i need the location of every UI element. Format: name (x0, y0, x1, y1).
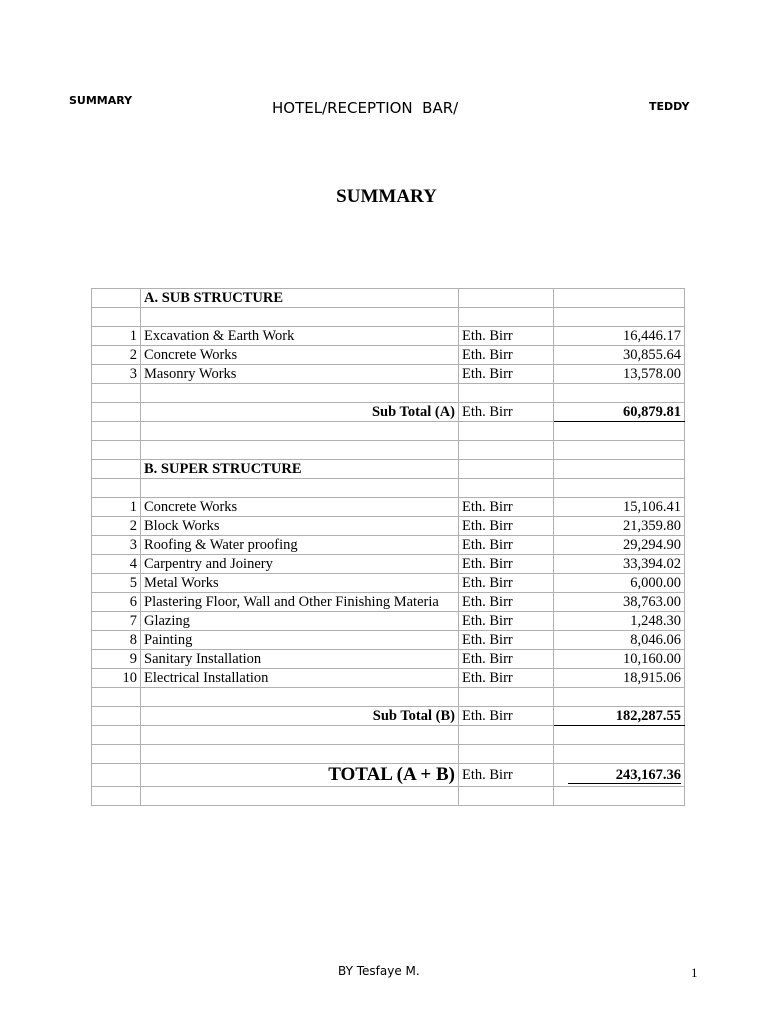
subtotal-b-row (92, 707, 685, 726)
subtotal-a-unit: Eth. Birr (459, 403, 554, 422)
item-amount: 8,046.06 (554, 631, 685, 650)
subtotal-a-row (92, 403, 685, 422)
item-description: Masonry Works (141, 365, 459, 384)
item-amount: 10,160.00 (554, 650, 685, 669)
blank-row (92, 688, 685, 707)
item-unit: Eth. Birr (459, 631, 554, 650)
grand-total-row (92, 764, 685, 787)
item-description: Plastering Floor, Wall and Other Finishing Materia (141, 593, 459, 612)
section-a-heading-row (92, 289, 685, 308)
item-unit: Eth. Birr (459, 612, 554, 631)
subtotal-b-label: Sub Total (B) (141, 707, 459, 726)
subtotal-a-amount: 60,879.81 (554, 403, 685, 422)
cell-empty (459, 289, 554, 308)
item-unit: Eth. Birr (459, 517, 554, 536)
table-row (92, 574, 685, 593)
header-right-label: TEDDY (649, 100, 690, 113)
item-amount: 15,106.41 (554, 498, 685, 517)
table-row (92, 346, 685, 365)
table-row (92, 536, 685, 555)
item-number: 9 (92, 650, 141, 669)
item-unit: Eth. Birr (459, 555, 554, 574)
item-amount: 33,394.02 (554, 555, 685, 574)
item-description: Painting (141, 631, 459, 650)
blank-row (92, 308, 685, 327)
item-amount: 16,446.17 (554, 327, 685, 346)
grand-total-amount-cell (554, 764, 685, 787)
grand-total-unit: Eth. Birr (459, 764, 554, 787)
item-description: Metal Works (141, 574, 459, 593)
item-number: 1 (92, 498, 141, 517)
header-left-label: SUMMARY (69, 94, 133, 107)
table-row (92, 650, 685, 669)
page-title: SUMMARY (336, 186, 437, 207)
summary-table (91, 288, 685, 806)
table-row (92, 498, 685, 517)
item-description: Electrical Installation (141, 669, 459, 688)
item-unit: Eth. Birr (459, 346, 554, 365)
item-description: Sanitary Installation (141, 650, 459, 669)
item-description: Concrete Works (141, 498, 459, 517)
item-amount: 18,915.06 (554, 669, 685, 688)
item-number: 3 (92, 536, 141, 555)
subtotal-b-amount: 182,287.55 (554, 707, 685, 726)
blank-row (92, 441, 685, 460)
item-amount: 30,855.64 (554, 346, 685, 365)
blank-row (92, 384, 685, 403)
item-amount: 38,763.00 (554, 593, 685, 612)
item-number: 3 (92, 365, 141, 384)
subtotal-b-unit: Eth. Birr (459, 707, 554, 726)
blank-row (92, 422, 685, 441)
item-unit: Eth. Birr (459, 498, 554, 517)
table-row (92, 327, 685, 346)
item-number: 5 (92, 574, 141, 593)
blank-row (92, 726, 685, 745)
item-unit: Eth. Birr (459, 650, 554, 669)
item-unit: Eth. Birr (459, 574, 554, 593)
item-amount: 1,248.30 (554, 612, 685, 631)
item-unit: Eth. Birr (459, 593, 554, 612)
item-amount: 29,294.90 (554, 536, 685, 555)
item-number: 2 (92, 517, 141, 536)
item-number: 4 (92, 555, 141, 574)
table-row (92, 365, 685, 384)
item-description: Block Works (141, 517, 459, 536)
item-number: 2 (92, 346, 141, 365)
item-number: 8 (92, 631, 141, 650)
item-amount: 13,578.00 (554, 365, 685, 384)
page-number: 1 (691, 965, 698, 980)
item-unit: Eth. Birr (459, 669, 554, 688)
item-number: 10 (92, 669, 141, 688)
item-description: Glazing (141, 612, 459, 631)
cell-empty (92, 289, 141, 308)
item-unit: Eth. Birr (459, 365, 554, 384)
blank-row (92, 787, 685, 806)
summary-table-body (92, 289, 685, 806)
table-row (92, 631, 685, 650)
item-description: Roofing & Water proofing (141, 536, 459, 555)
item-number: 1 (92, 327, 141, 346)
blank-row (92, 479, 685, 498)
subtotal-a-label: Sub Total (A) (141, 403, 459, 422)
grand-total-label: TOTAL (A + B) (141, 764, 459, 787)
grand-total-amount: 243,167.36 (568, 768, 681, 784)
item-amount: 6,000.00 (554, 574, 685, 593)
item-unit: Eth. Birr (459, 536, 554, 555)
footer-author: BY Tesfaye M. (338, 964, 420, 978)
table-row (92, 517, 685, 536)
table-row (92, 593, 685, 612)
cell-empty (554, 289, 685, 308)
blank-row (92, 745, 685, 764)
item-unit: Eth. Birr (459, 327, 554, 346)
item-number: 6 (92, 593, 141, 612)
item-number: 7 (92, 612, 141, 631)
table-row (92, 669, 685, 688)
section-a-heading: A. SUB STRUCTURE (141, 289, 459, 308)
item-description: Concrete Works (141, 346, 459, 365)
section-b-heading: B. SUPER STRUCTURE (141, 460, 459, 479)
table-row (92, 555, 685, 574)
table-row (92, 612, 685, 631)
item-description: Carpentry and Joinery (141, 555, 459, 574)
item-amount: 21,359.80 (554, 517, 685, 536)
section-b-heading-row (92, 460, 685, 479)
item-description: Excavation & Earth Work (141, 327, 459, 346)
header-project-title: HOTEL/RECEPTION BAR/ (272, 99, 459, 117)
